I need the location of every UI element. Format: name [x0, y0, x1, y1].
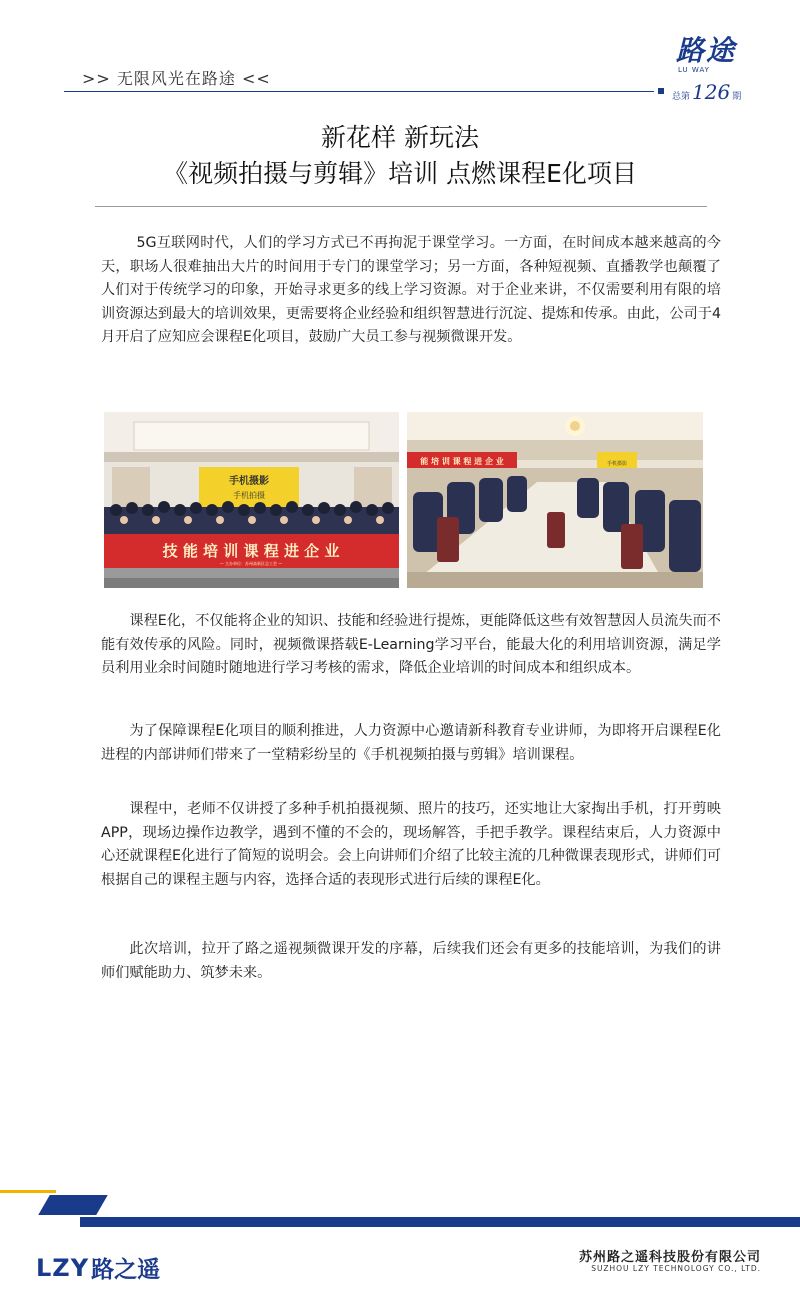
photo-banner-subtext: — 主办单位：苏州高新区总工会 — [219, 561, 283, 566]
issue-value: 126 [692, 80, 731, 104]
paragraph-class: 课程中，老师不仅讲授了多种手机拍摄视频、照片的技巧，还实地让大家掏出手机，打开剪映APP，现场边操作边教学，遇到不懂的不会的，现场解答，手把手教学。课程结束后，人力资源中心还就课程E化进行了简短的说明会。会上向讲师们介绍了比较主流的几种微课表现形式，讲师们可根据自己的课程主题与内容，选择合适的表现形式进行后续的课程E化。 [101, 801, 721, 888]
title-divider [95, 206, 707, 207]
footer-bar [80, 1217, 800, 1227]
issue-suffix: 期 [732, 92, 742, 102]
photo-screen-subtitle: 手机拍摄 [233, 491, 265, 500]
issue-prefix: 总第 [672, 92, 691, 102]
paragraph-guarantee: 为了保障课程E化项目的顺利推进，人力资源中心邀请新科教育专业讲师，为即将开启课程E化进程的内部讲师们带来了一堂精彩纷呈的《手机视频拍摄与剪辑》培训课程。 [101, 723, 721, 763]
training-classroom-photo-graphic [407, 412, 703, 588]
training-group-photo [104, 412, 399, 588]
brand-name-en: LU WAY [678, 66, 710, 74]
logo-text-en: LZY [36, 1253, 90, 1282]
header-rule-dot [658, 88, 664, 94]
photo-banner-text: 技 能 培 训 课 程 进 企 业 [162, 542, 340, 560]
paragraph-intro: 5G互联网时代，人们的学习方式已不再拘泥于课堂学习。一方面，在时间成本越来越高的今天，职场人很难抽出大片的时间用于专门的课堂学习；另一方面，各种短视频、直播教学也颠覆了人们对于传统学习的印象，开始寻求更多的线上学习资源。对于企业来讲，不仅需要利用有限的培训资源达到最大的培训效果，更需要将企业经验和组织智慧进行沉淀、提炼和传承。由此，公司于4月开启了应知应会课程E化项目，鼓励广大员工参与视频微课开发。 [101, 235, 721, 346]
company-name-cn: 苏州路之遥科技股份有限公司 [578, 1250, 761, 1265]
footer-gold-accent [0, 1190, 56, 1193]
section-tag: >> 无限风光在路途 << [82, 69, 271, 88]
header-rule [64, 91, 654, 92]
article-title-line2: 《视频拍摄与剪辑》培训 点燃课程E化项目 [163, 159, 637, 188]
issue-number [672, 80, 741, 104]
company-name-en: SUZHOU LZY TECHNOLOGY CO., LTD. [591, 1264, 761, 1273]
photo-right-screen-title: 手机摄影 [606, 461, 628, 467]
photo-right-banner-text: 能 培 训 课 程 进 企 业 [420, 457, 504, 466]
magazine-brand [672, 34, 752, 104]
footer-tab [38, 1195, 108, 1215]
training-group-photo-graphic [104, 412, 399, 588]
logo-text-cn: 路之遥 [91, 1257, 161, 1283]
paragraph-closing: 此次培训，拉开了路之遥视频微课开发的序幕，后续我们还会有更多的技能培训，为我们的讲师们赋能助力、筑梦未来。 [101, 941, 721, 981]
photo-screen-title: 手机摄影 [229, 476, 269, 487]
article-title-line1: 新花样 新玩法 [321, 123, 479, 152]
brand-name-cn: 路途 [676, 34, 737, 67]
paragraph-course-e: 课程E化，不仅能将企业的知识、技能和经验进行提炼，更能降低这些有效智慧因人员流失而不能有效传承的风险。同时，视频微课搭载E-Learning学习平台，能最大化的利用培训资源，满足学员利用业余时间随时随地进行学习考核的需求，降低企业培训的时间成本和组织成本。 [101, 613, 721, 677]
training-classroom-photo [407, 412, 703, 588]
